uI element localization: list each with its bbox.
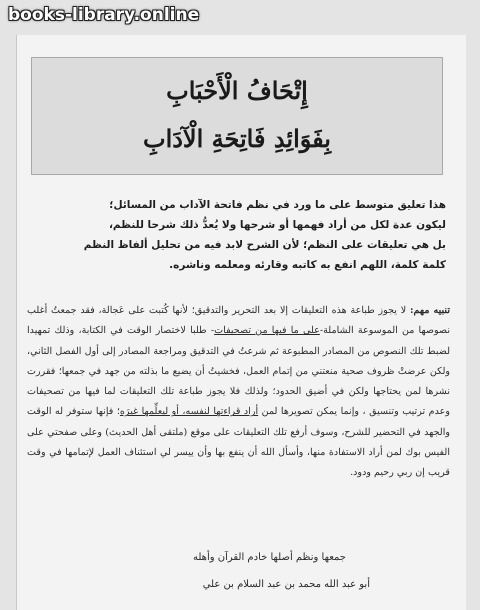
book-title-line-1: إِتْحَافُ الْأَحْبَابِ (166, 76, 308, 105)
site-watermark: books-library.online (8, 5, 200, 25)
intro-line: بل هي تعليقات على النظم؛ لأن الشرح لابد فيه من تحليل ألفاظ النظم (83, 239, 446, 251)
title-box (31, 57, 443, 175)
important-note (27, 301, 450, 484)
book-title-line-2: بِفَوَائِدِ فَاتِحَةِ الْآدَابِ (142, 124, 331, 153)
note-text: لا يجوز طباعة هذه التعليقات إلا بعد التحرير والتدقيق؛ لأنها كُتبت على عَجالة، فقد جمعتُ أغلب نصوصها من الموسوعة الشاملة- (27, 305, 450, 337)
intro-line: هذا تعليق متوسط على ما ورد في نظم فاتحة الآداب من المسائل؛ (109, 199, 446, 211)
intro-line: ليكون عدة لكل من أراد فهمها أو شرحها ولا يُعدُّ ذلك شرحا للنظم، (108, 219, 446, 231)
note-underlined-text: على ما فيها من تصحيفات (214, 325, 320, 337)
signature-line-1: جمعها ونظم أصلها خادم القرآن وأهله (193, 552, 346, 563)
intro-paragraph (39, 195, 446, 275)
document-page (16, 35, 466, 610)
note-text: ؛ فإنها ستوفر له الوقت والجهد في التحضير للشرح، وسوف أرفع تلك التعليقات على موقع (ملتقى أهل الحديث) وعلى صفحتي على الفيس بوك لمن أراد الاستفادة منها، وأسأل الله أن ينفع بها وأن ييسر لي استئناف العمل لإتمامها في وقت قريب إن ربي رحيم ودود. (27, 406, 450, 479)
note-text: - طلبا لاختصار الوقت في الكتابة، وذلك تمهيدا لضبط تلك النصوص من المصادر المطبوعة ثم شرعتُ في التدقيق ومراجعة المصادر إلى أول الفصل الثاني، ولكن عرضتْ ظروف صحية منعتني من إتمام العمل، فخشيتُ أن يضيع ما بذلته من جهد في جمعها؛ فقررت نشرها لمن يحتاجها ولكن في أضيق الحدود؛ ولذلك فلا يجوز طباعة تلك التعليقات لما فيها من تصحيفات وعدم ترتيب وتنسيق ، وإنما يمكن تصويرها لمن (27, 325, 450, 418)
intro-line: كلمة كلمة، اللهم انفع به كاتبه وقارئه ومعلمه وناشره. (169, 259, 446, 271)
note-lead: تنبيه مهم: (409, 305, 450, 316)
signature-line-2: أبو عبد الله محمد بن عبد السلام بن علي (202, 579, 370, 590)
note-underlined-text: أراد قراءتها لنفسه، أو ليعلِّمها غيرَه (119, 406, 259, 418)
